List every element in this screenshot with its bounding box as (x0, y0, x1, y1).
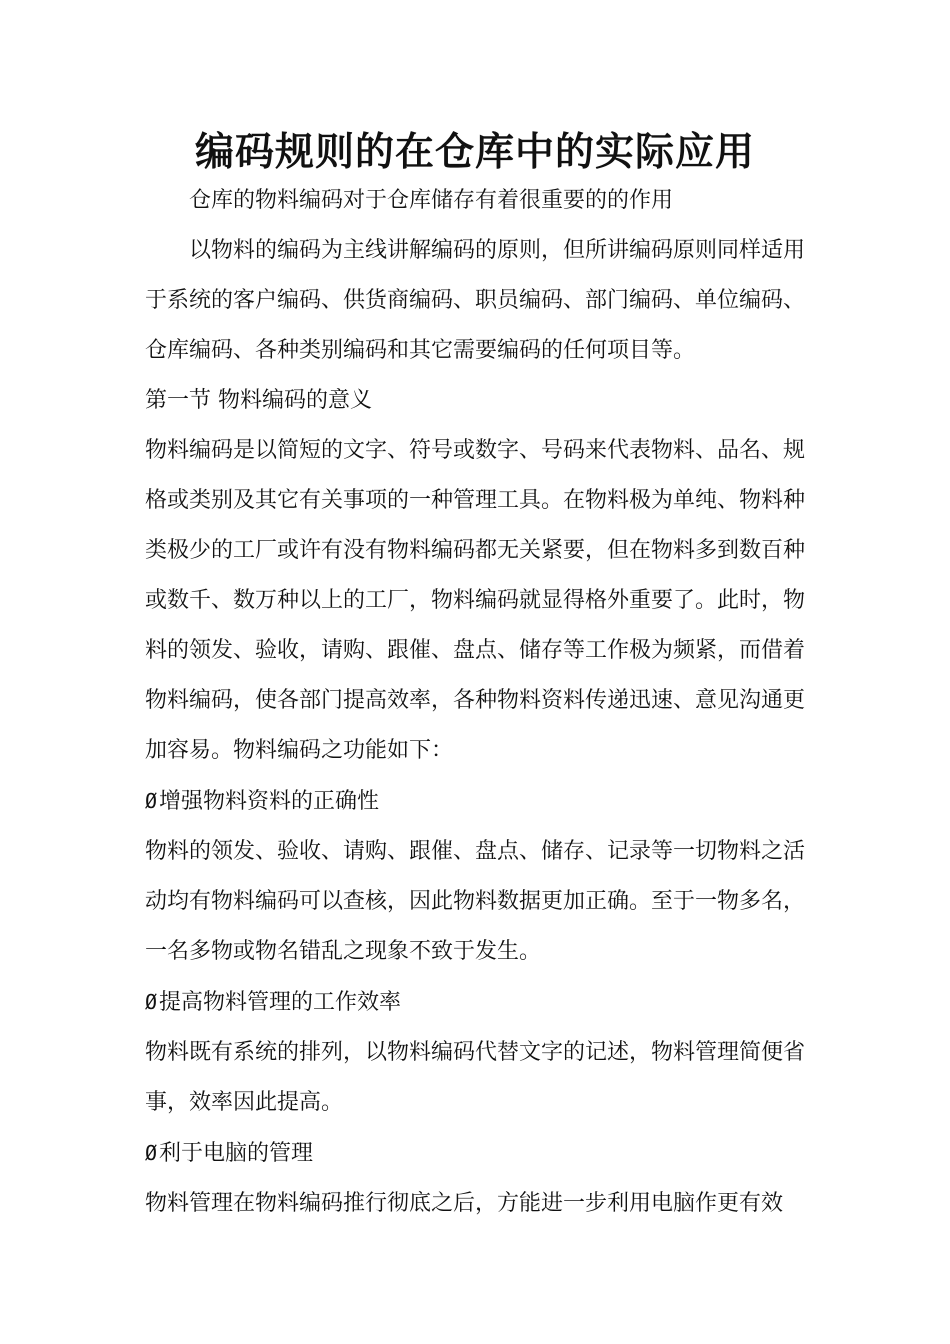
bullet-marker: Ø (145, 789, 158, 813)
bullet-marker: Ø (145, 990, 158, 1014)
intro-paragraph: 以物料的编码为主线讲解编码的原则，但所讲编码原则同样适用于系统的客户编码、供货商编码、职员编码、部门编码、单位编码、仓库编码、各种类别编码和其它需要编码的任何项目等。 (145, 238, 806, 363)
list-item-heading (145, 1128, 825, 1179)
list-item-heading (145, 776, 825, 827)
section-paragraph: 物料编码是以简短的文字、符号或数字、号码来代表物料、品名、规格或类别及其它有关事项的一种管理工具。在物料极为单纯、物料种类极少的工厂或许有没有物料编码都无关紧要，但在物料多到数百种或数千、数万种以上的工厂，物料编码就显得格外重要了。此时，物料的领发、验收，请购、跟催、盘点、储存等工作极为频紧，而借着物料编码，使各部门提高效率，各种物料资料传递迅速、意见沟通更加容易。物料编码之功能如下： (145, 438, 806, 763)
list-item-text: 物料管理在物料编码推行彻底之后，方能进一步利用电脑作更有效 (145, 1191, 784, 1216)
list-item-heading-text: 提高物料管理的工作效率 (159, 990, 402, 1015)
list-item-heading (145, 977, 825, 1028)
list-item-text: 物料既有系统的排列，以物料编码代替文字的记述，物料管理简便省事，效率因此提高。 (145, 1040, 806, 1115)
document-body (145, 176, 825, 1229)
list-item-heading-text: 增强物料资料的正确性 (159, 789, 380, 814)
list-item-text: 物料的领发、验收、请购、跟催、盘点、储存、记录等一切物料之活动均有物料编码可以查核，因此物料数据更加正确。至于一物多名，一名多物或物名错乱之现象不致于发生。 (145, 839, 806, 964)
document-title: 编码规则的在仓库中的实际应用 (194, 129, 755, 175)
section-heading: 第一节 物料编码的意义 (145, 388, 372, 413)
list-item-heading-text: 利于电脑的管理 (159, 1141, 314, 1166)
bullet-marker: Ø (145, 1141, 158, 1165)
intro-line: 仓库的物料编码对于仓库储存有着很重要的的作用 (189, 188, 674, 213)
